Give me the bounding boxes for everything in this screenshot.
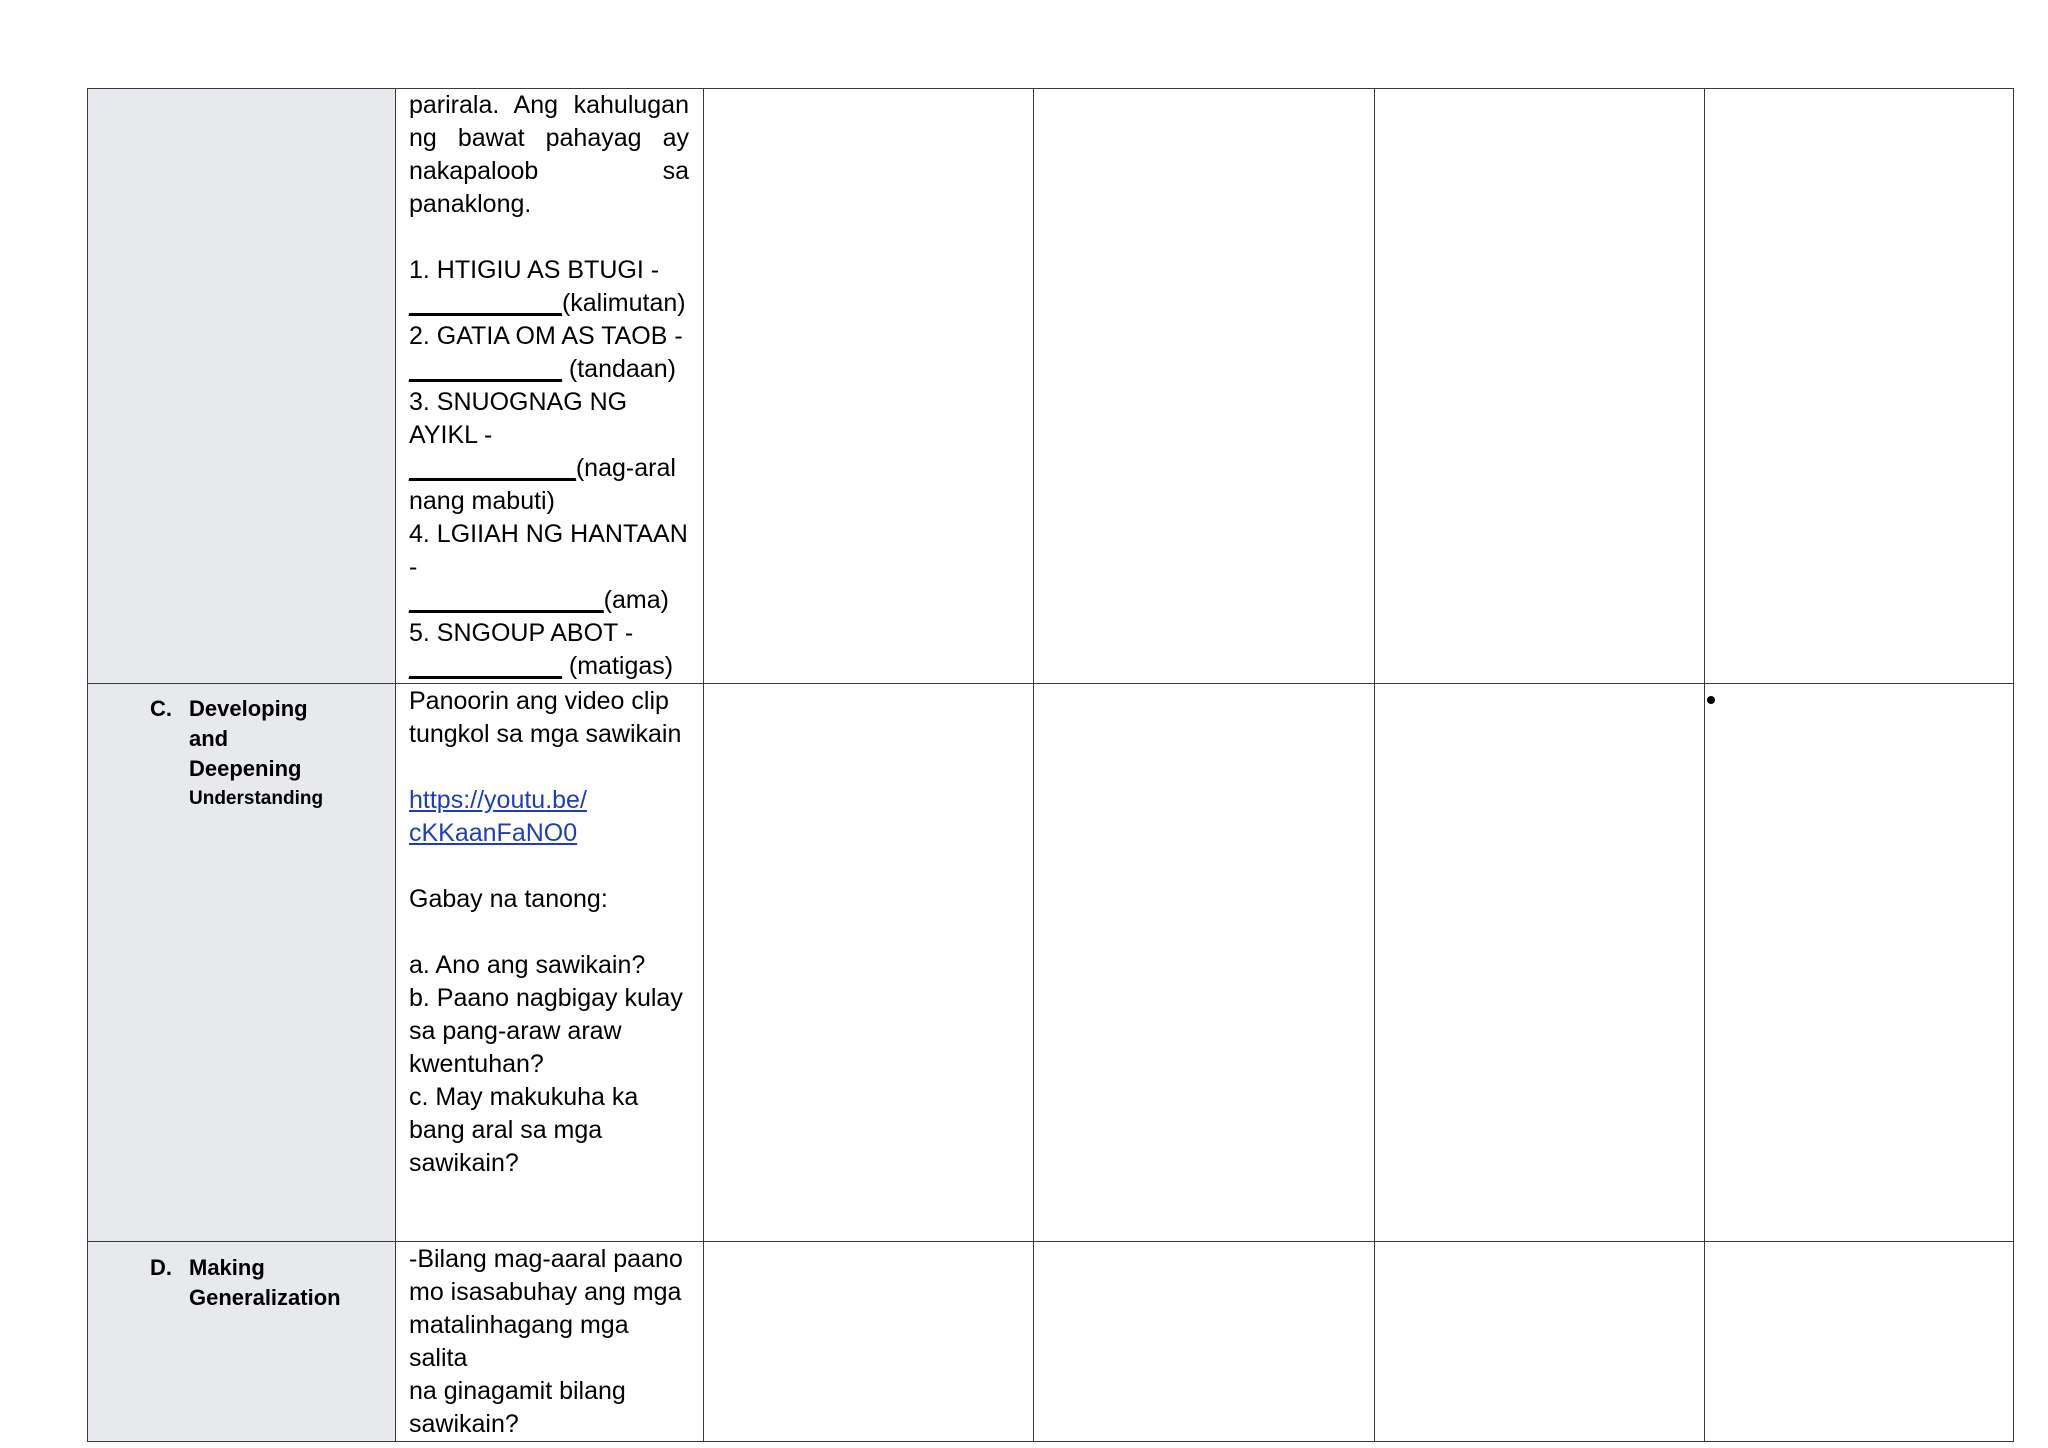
video-link-text[interactable]: https://youtu.be/ bbox=[409, 786, 587, 814]
exercise-item: 4. LGIIAH NG HANTAAN - bbox=[409, 520, 688, 581]
video-link[interactable] bbox=[409, 817, 689, 850]
answer-blank: ___________ bbox=[409, 652, 562, 680]
answer-hint: (ama) bbox=[603, 586, 669, 614]
section-label-generalization bbox=[150, 1253, 341, 1313]
row-label-cell-empty bbox=[88, 89, 396, 684]
section-label-line: Understanding bbox=[189, 788, 324, 809]
guide-question: c. May makukuha ka bbox=[409, 1083, 639, 1111]
answer-blank: ____________ bbox=[409, 454, 576, 482]
bullet-icon bbox=[1707, 696, 1715, 704]
empty-cell bbox=[1375, 1242, 1705, 1442]
empty-cell bbox=[704, 1242, 1034, 1442]
exercise-answer bbox=[409, 452, 689, 485]
answer-hint-cont: nang mabuti) bbox=[409, 487, 555, 515]
exercise-item: 2. GATIA OM AS TAOB - bbox=[409, 322, 683, 350]
exercise-answer bbox=[409, 584, 689, 617]
intro-line: parirala. Ang kahulugan bbox=[409, 91, 689, 119]
prompt-line: na ginagamit bilang bbox=[409, 1377, 626, 1405]
answer-hint: (nag-aral bbox=[575, 454, 676, 482]
empty-cell bbox=[704, 89, 1034, 684]
instruction-line: Panoorin ang video clip bbox=[409, 687, 669, 715]
section-letter: C. bbox=[150, 696, 172, 721]
prompt-line: matalinhagang mga salita bbox=[409, 1311, 629, 1372]
section-label-line: Generalization bbox=[189, 1285, 341, 1310]
prompt-line: -Bilang mag-aaral paano bbox=[409, 1245, 683, 1273]
empty-cell bbox=[1705, 1242, 2014, 1442]
content-cell-generalization bbox=[396, 1242, 704, 1442]
empty-cell bbox=[1375, 89, 1705, 684]
table-row-continuation bbox=[88, 89, 2014, 684]
exercise-answer bbox=[409, 287, 689, 320]
answer-hint: (tandaan) bbox=[561, 355, 676, 383]
activity-text bbox=[396, 89, 703, 683]
activity-text bbox=[396, 684, 703, 1180]
exercise-item: 1. HTIGIU AS BTUGI - bbox=[409, 256, 660, 284]
answer-hint: (kalimutan) bbox=[561, 289, 686, 317]
empty-cell bbox=[1034, 89, 1375, 684]
section-label-line: and bbox=[189, 726, 229, 751]
guide-question: sawikain? bbox=[409, 1149, 519, 1177]
guide-question: b. Paano nagbigay kulay bbox=[409, 984, 683, 1012]
guide-question: a. Ano ang sawikain? bbox=[409, 951, 646, 979]
video-link-text[interactable]: cKKaanFaNO0 bbox=[409, 819, 578, 847]
lesson-plan-table bbox=[87, 88, 2014, 1442]
answer-blank: ______________ bbox=[409, 586, 604, 614]
exercise-answer bbox=[409, 353, 689, 386]
video-link[interactable] bbox=[409, 784, 689, 817]
section-label-developing bbox=[150, 694, 324, 814]
empty-cell bbox=[1705, 89, 2014, 684]
content-cell-continuation bbox=[396, 89, 704, 684]
intro-line: ng bawat pahayag ay bbox=[409, 124, 689, 152]
row-label-cell-generalization bbox=[88, 1242, 396, 1442]
guide-question: bang aral sa mga bbox=[409, 1116, 603, 1144]
table-row-developing bbox=[88, 684, 2014, 1242]
section-letter: D. bbox=[150, 1255, 172, 1280]
instruction-line: tungkol sa mga sawikain bbox=[409, 720, 682, 748]
guide-heading: Gabay na tanong: bbox=[409, 885, 608, 913]
intro-line: panaklong. bbox=[409, 190, 532, 218]
intro-word: nakapaloob bbox=[409, 157, 539, 185]
prompt-line: mo isasabuhay ang mga bbox=[409, 1278, 682, 1306]
bullet-cell bbox=[1705, 684, 2014, 1242]
section-label-line: Developing bbox=[189, 696, 308, 721]
intro-word: sa bbox=[662, 157, 689, 185]
empty-cell bbox=[1034, 684, 1375, 1242]
activity-text bbox=[396, 1242, 703, 1441]
empty-cell bbox=[1375, 684, 1705, 1242]
row-label-cell-developing bbox=[88, 684, 396, 1242]
guide-question: sa pang-araw araw bbox=[409, 1017, 622, 1045]
answer-blank: ___________ bbox=[409, 355, 562, 383]
prompt-line: sawikain? bbox=[409, 1410, 519, 1438]
section-label-line: Deepening bbox=[189, 756, 302, 781]
table-row-generalization bbox=[88, 1242, 2014, 1442]
answer-blank: ___________ bbox=[409, 289, 562, 317]
answer-hint: (matigas) bbox=[561, 652, 674, 680]
section-label-line: Making bbox=[189, 1255, 265, 1280]
exercise-item: 5. SNGOUP ABOT - bbox=[409, 619, 634, 647]
content-cell-developing bbox=[396, 684, 704, 1242]
empty-cell bbox=[1034, 1242, 1375, 1442]
guide-question: kwentuhan? bbox=[409, 1050, 544, 1078]
exercise-answer bbox=[409, 650, 689, 683]
exercise-item: 3. SNUOGNAG NG AYIKL - bbox=[409, 388, 628, 449]
intro-line bbox=[409, 155, 689, 188]
empty-cell bbox=[704, 684, 1034, 1242]
